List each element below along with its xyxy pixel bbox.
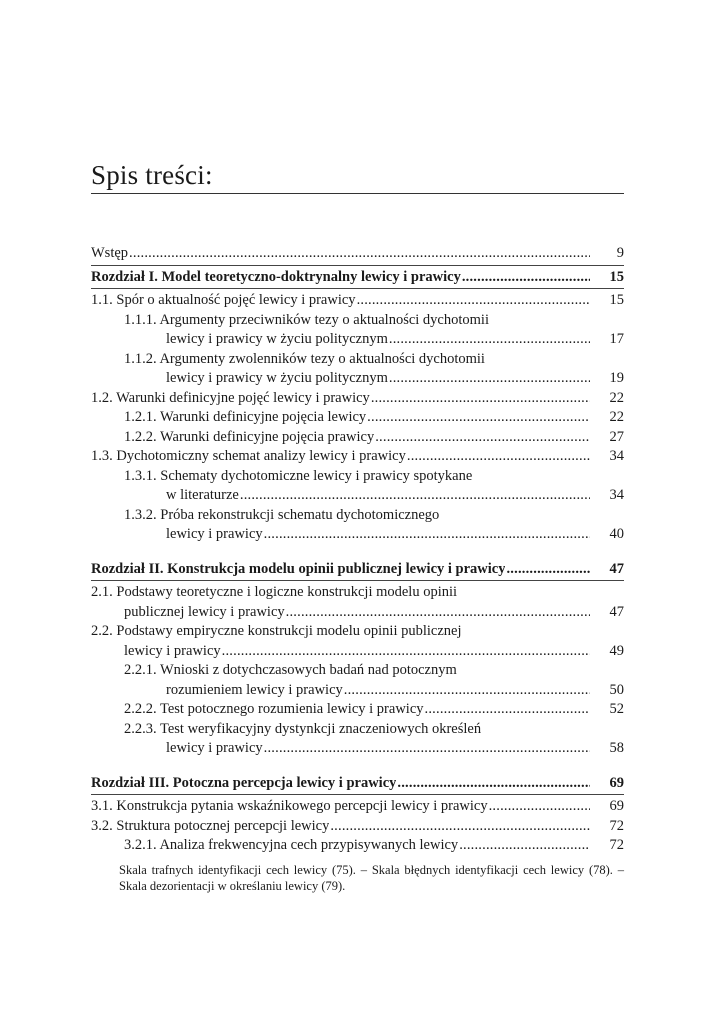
dot-leader [389, 330, 590, 350]
toc-entry-title: Rozdział II. Konstrukcja modelu opinii publicznej lewicy i prawicy [91, 560, 506, 577]
dot-leader [371, 389, 590, 409]
toc-page-number: 72 [609, 837, 624, 853]
dot-leader [240, 486, 590, 506]
dot-leader [459, 836, 590, 856]
dot-leader [489, 797, 590, 817]
toc-entry [91, 661, 624, 681]
toc-page-number: 47 [609, 560, 624, 577]
toc-page-number: 15 [609, 268, 624, 285]
toc-page-number: 49 [609, 642, 624, 659]
toc-entry [91, 583, 624, 603]
toc-entry-title: 3.1. Konstrukcja pytania wskaźnikowego percepcji lewicy i prawicy [91, 798, 488, 814]
toc-entry [91, 603, 624, 623]
table-of-contents [91, 244, 624, 894]
toc-entry-title: 2.2. Podstawy empiryczne konstrukcji modelu opinii publicznej [91, 623, 462, 639]
toc-entry-title: 3.2. Struktura potocznej percepcji lewicy [91, 817, 330, 834]
toc-entry [91, 330, 624, 350]
dot-leader [357, 291, 590, 311]
toc-page-number: 72 [609, 817, 624, 834]
title-underline [91, 193, 624, 194]
toc-entry [91, 447, 624, 467]
dot-leader [407, 447, 590, 467]
dot-leader [506, 560, 590, 580]
toc-entry-title: lewicy i prawicy [124, 642, 221, 659]
toc-entry [91, 797, 624, 817]
toc-entry [91, 817, 624, 837]
dot-leader [425, 700, 590, 720]
toc-page-number: 9 [616, 245, 624, 261]
dot-leader [330, 817, 590, 837]
toc-entry [91, 525, 624, 545]
toc-chapter-entry [91, 560, 624, 580]
toc-entry-title: lewicy i prawicy [166, 526, 263, 542]
toc-entry [91, 389, 624, 409]
toc-entry-title: 2.1. Podstawy teoretyczne i logiczne konstrukcji modelu opinii [91, 584, 458, 600]
toc-entry-title: 3.2.1. Analiza frekwencyjna cech przypisywanych lewicy [124, 837, 459, 853]
toc-chapter-entry [91, 268, 624, 288]
toc-entry-title: rozumieniem lewicy i prawicy [166, 681, 343, 698]
toc-page-number: 47 [609, 603, 624, 620]
toc-page-number: 50 [609, 681, 624, 698]
section-divider [91, 794, 624, 795]
toc-chapter-entry [91, 774, 624, 794]
toc-page-number: 27 [609, 428, 624, 445]
toc-entry [91, 428, 624, 448]
toc-entry-title: 1.2. Warunki definicyjne pojęć lewicy i prawicy [91, 389, 370, 406]
toc-entry-title: 1.1. Spór o aktualność pojęć lewicy i prawicy [91, 292, 356, 308]
toc-entry [91, 467, 624, 487]
dot-leader [462, 268, 590, 288]
toc-page-number: 69 [609, 774, 624, 791]
dot-leader [389, 369, 590, 389]
toc-page-number: 69 [609, 798, 624, 814]
toc-entry-title: 1.2.2. Warunki definicyjne pojęcia prawicy [124, 428, 375, 445]
dot-leader [397, 774, 590, 794]
toc-entry [91, 836, 624, 856]
section-gap [91, 545, 624, 560]
toc-entry-title: 2.2.2. Test potocznego rozumienia lewicy i prawicy [124, 701, 424, 717]
toc-entry [91, 350, 624, 370]
dot-leader [286, 603, 590, 623]
toc-entry-title: 1.3.2. Próba rekonstrukcji schematu dychotomicznego [124, 506, 440, 523]
dot-leader [367, 408, 590, 428]
toc-entry-title: 1.2.1. Warunki definicyjne pojęcia lewicy [124, 409, 367, 425]
toc-entry-title: lewicy i prawicy w życiu politycznym [166, 331, 388, 347]
toc-entry-title: lewicy i prawicy [166, 740, 263, 756]
toc-entry-title: w literaturze [166, 487, 239, 503]
toc-entry [91, 700, 624, 720]
toc-entry-title: Rozdział III. Potoczna percepcja lewicy i prawicy [91, 774, 397, 791]
toc-entry [91, 681, 624, 701]
toc-entry [91, 642, 624, 662]
toc-entry [91, 311, 624, 331]
section-divider [91, 580, 624, 581]
toc-entry-title: Wstęp [91, 245, 129, 261]
toc-entry [91, 369, 624, 389]
toc-entry-title: 1.3.1. Schematy dychotomiczne lewicy i prawicy spotykane [124, 467, 473, 484]
toc-entry [91, 506, 624, 526]
toc-entry-title: lewicy i prawicy w życiu politycznym [166, 370, 388, 386]
toc-page-number: 40 [609, 526, 624, 542]
dot-leader [129, 244, 590, 264]
toc-entry [91, 408, 624, 428]
toc-entry [91, 486, 624, 506]
dot-leader [222, 642, 590, 662]
toc-entry-title: 1.1.1. Argumenty przeciwników tezy o aktualności dychotomii [124, 311, 489, 328]
toc-entry-title: publicznej lewicy i prawicy [124, 603, 285, 620]
dot-leader [264, 739, 590, 759]
toc-page-number: 17 [609, 331, 624, 347]
toc-entry [91, 622, 624, 642]
dot-leader [375, 428, 590, 448]
toc-entry [91, 291, 624, 311]
dot-leader [344, 681, 590, 701]
toc-entry-title: 1.1.2. Argumenty zwolenników tezy o aktualności dychotomii [124, 350, 485, 367]
toc-page-number: 34 [609, 448, 624, 464]
toc-entry [91, 739, 624, 759]
toc-page-number: 58 [609, 740, 624, 756]
toc-page-number: 52 [609, 701, 624, 717]
toc-entry [91, 244, 624, 264]
subsection-note: Skala trafnych identyfikacji cech lewicy (75). – Skala błędnych identyfikacji cech lewicy (78). – Skala dezorientacji w określaniu lewicy (79). [119, 862, 624, 893]
toc-entry-title: Rozdział I. Model teoretyczno-doktrynalny lewicy i prawicy [91, 268, 461, 285]
toc-page-number: 22 [609, 389, 624, 406]
section-gap [91, 759, 624, 774]
page-title: Spis treści: [91, 160, 213, 190]
toc-page-number: 15 [609, 292, 624, 308]
toc-entry-title: 1.3. Dychotomiczny schemat analizy lewicy i prawicy [91, 448, 406, 464]
toc-entry-title: 2.2.3. Test weryfikacyjny dystynkcji znaczeniowych określeń [124, 720, 482, 737]
toc-page-number: 22 [609, 409, 624, 425]
section-divider [91, 265, 624, 266]
toc-page-number: 19 [609, 370, 624, 386]
toc-page-number: 34 [609, 487, 624, 503]
dot-leader [264, 525, 590, 545]
section-divider [91, 288, 624, 289]
toc-entry [91, 720, 624, 740]
toc-entry-title: 2.2.1. Wnioski z dotychczasowych badań nad potocznym [124, 662, 457, 678]
